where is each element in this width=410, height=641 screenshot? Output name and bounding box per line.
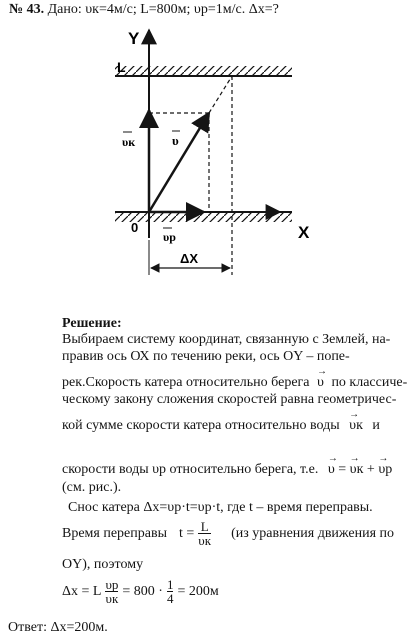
dx-fraction-2: $\frac{1}{4}$ xyxy=(166,577,174,606)
resultant-velocity-arrow xyxy=(149,113,209,212)
time-note: (из уравнения движения по xyxy=(231,525,395,541)
bottom-bank xyxy=(115,212,292,222)
river-velocity-label: υр xyxy=(163,230,176,244)
boat-velocity-label: υк xyxy=(122,135,136,149)
resultant-velocity-label: υ xyxy=(172,133,179,148)
vector-diagram xyxy=(0,0,410,320)
solution-line-2: правив ось ОХ по течению реки, ось OY – попе- xyxy=(62,349,350,364)
top-bank xyxy=(115,66,292,76)
l-label: L xyxy=(117,59,126,75)
time-fraction: $\frac{L}{\upsilon к}$ xyxy=(198,519,212,548)
dx-formula: Δx = L $\frac{\upsilon р}{\upsilon к}$ = 800 · $\frac{1}{4}$ = 200м xyxy=(62,577,219,606)
answer-line: Ответ: Δx=200м. xyxy=(8,620,108,635)
solution-line-7: (см. рис.). xyxy=(62,480,122,495)
time-note-2: OY), поэтому xyxy=(62,557,144,572)
solution-line-5: кой сумме скорости катера относительно воды → υк и xyxy=(62,409,380,433)
dashed-construction-lines xyxy=(149,76,232,275)
time-line xyxy=(62,520,394,547)
vector-sum-equation: → υ = → υк + → υр xyxy=(327,453,393,477)
v-vector-symbol: → υ xyxy=(317,366,327,390)
dx-label: ΔX xyxy=(180,251,199,266)
time-lhs: t = xyxy=(179,525,195,541)
solution-line-3-end: по классиче- xyxy=(331,375,408,390)
y-axis-label: Y xyxy=(128,29,140,48)
solution-line-4: ческому закону сложения скоростей равна геометричес- xyxy=(62,392,397,407)
solution-heading: Решение: xyxy=(62,316,122,331)
origin-label: 0 xyxy=(131,220,139,235)
solution-line-6: скорости воды υр относительно берега, т.е. → υ = → υк + → υр xyxy=(62,453,393,477)
time-label: Время переправы xyxy=(62,525,167,541)
problem-number: № 43. xyxy=(9,2,45,17)
dx-fraction-1: $\frac{\upsilon р}{\upsilon к}$ xyxy=(105,577,119,606)
solution-line-1: Выбираем систему координат, связанную с Землей, на- xyxy=(62,332,391,347)
drift-line: Снос катера Δx=υр·t=υр·t, где t – время переправы. xyxy=(68,500,373,515)
solution-line-3 xyxy=(62,366,408,391)
x-axis-label: X xyxy=(298,223,310,242)
problem-given: Дано: υк=4м/с; L=800м; υр=1м/с. Δx=? xyxy=(47,2,279,17)
vk-vector-symbol: → υк xyxy=(349,409,363,433)
solution-line-3-text: рек.Скорость катера относительно берега xyxy=(62,375,310,390)
